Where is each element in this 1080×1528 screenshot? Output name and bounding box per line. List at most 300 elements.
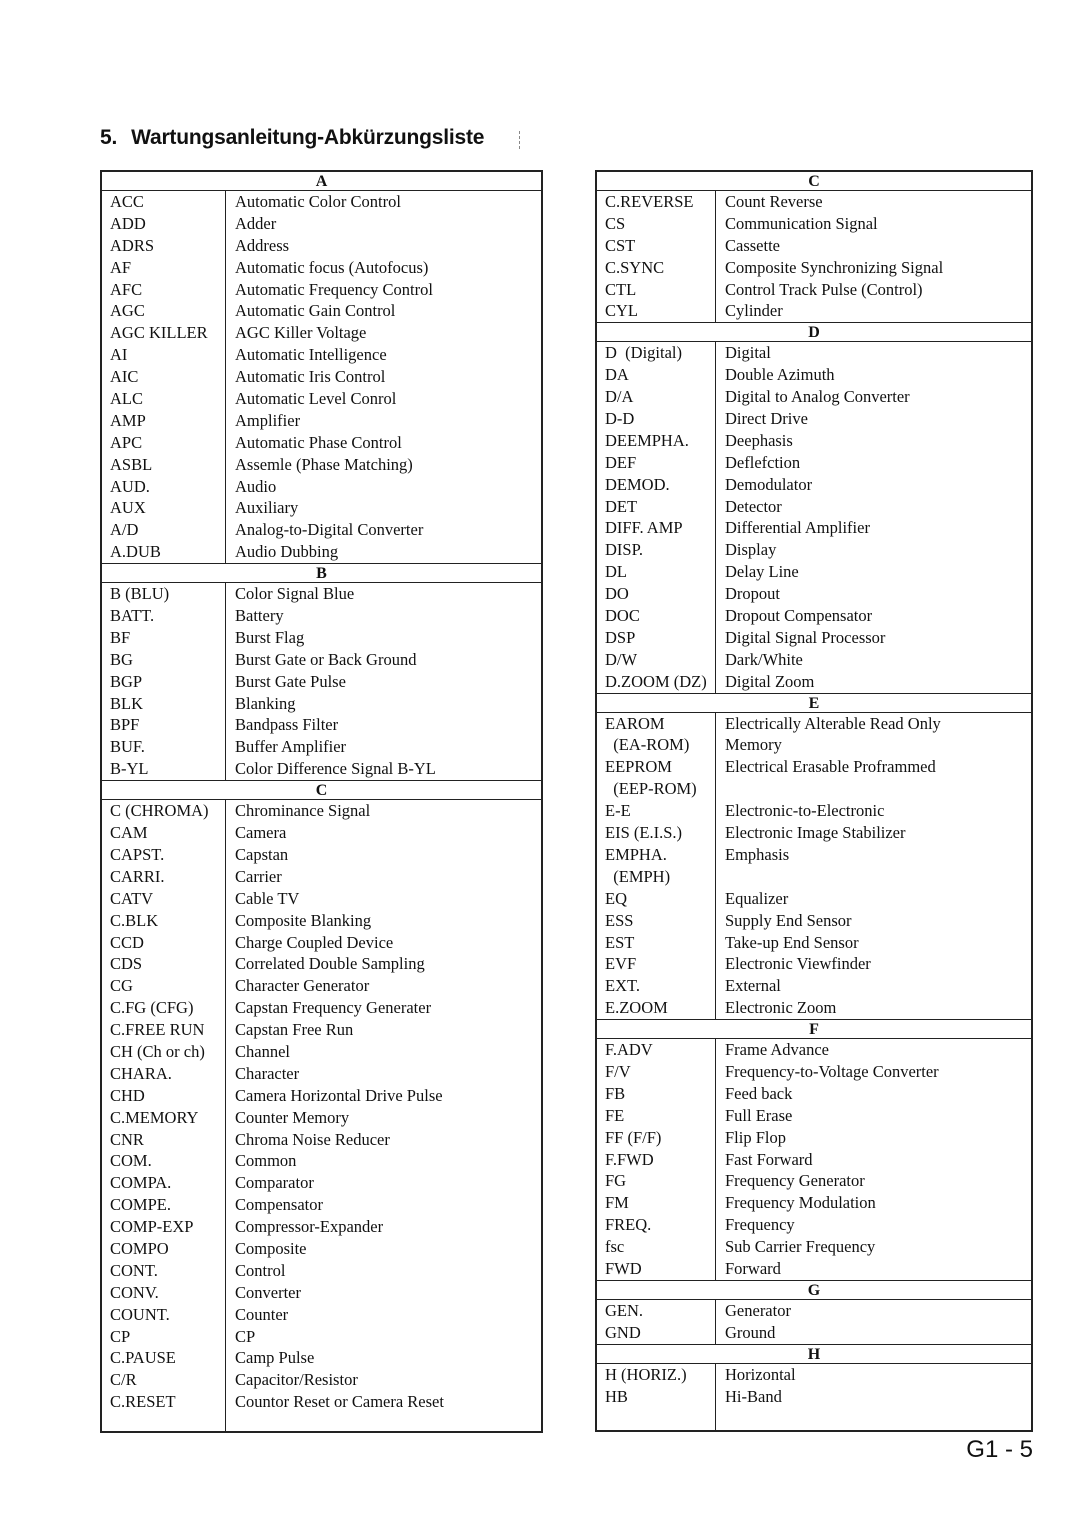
section-header: F: [597, 1019, 1031, 1039]
table-row: [597, 734, 1031, 756]
abbreviation-cell: EIS (E.I.S.): [597, 822, 716, 844]
description-cell: Display: [725, 540, 777, 560]
column-divider: [597, 1407, 716, 1430]
table-row: [102, 235, 541, 257]
table-row: [597, 452, 1031, 474]
abbreviation-cell: C.PAUSE: [102, 1347, 226, 1369]
section-body: [597, 1364, 1031, 1408]
description-cell: Capstan Frequency Generater: [235, 998, 432, 1018]
table-row: [102, 953, 541, 975]
description-cell: Character: [235, 1063, 300, 1083]
description-cell: CP: [235, 1326, 256, 1346]
abbreviation-cell: AIC: [102, 366, 226, 388]
description-cell: Control: [235, 1260, 286, 1280]
description-cell: Memory: [725, 735, 782, 755]
section-header: C: [102, 780, 541, 800]
description-cell: [716, 866, 725, 888]
description-cell: Automatic Level Conrol: [235, 389, 397, 409]
table-row: [102, 497, 541, 519]
abbreviation-cell: DA: [597, 364, 716, 386]
abbreviation-cell: CAM: [102, 822, 226, 844]
abbreviation-cell: GEN.: [597, 1300, 716, 1322]
description-cell: Camera Horizontal Drive Pulse: [235, 1085, 443, 1105]
description-cell: Automatic Iris Control: [235, 367, 386, 387]
description-cell: Electronic Zoom: [725, 998, 837, 1018]
abbreviation-cell: APC: [102, 432, 226, 454]
table-row: [102, 476, 541, 498]
table-row: [597, 561, 1031, 583]
abbreviation-cell: AFC: [102, 279, 226, 301]
description-cell: Electronic Image Stabilizer: [725, 823, 906, 843]
description-cell: Burst Flag: [235, 627, 305, 647]
abbreviation-cell: CP: [102, 1326, 226, 1348]
description-cell: Common: [235, 1151, 297, 1171]
table-row: [102, 454, 541, 476]
table-row: [597, 975, 1031, 997]
description-cell: Audio: [235, 476, 277, 496]
table-row: [102, 1019, 541, 1041]
table-row: [597, 1192, 1031, 1214]
abbreviation-cell: DISP.: [597, 539, 716, 561]
table-row: [102, 1129, 541, 1151]
table-row: [597, 649, 1031, 671]
abbreviation-cell: CTL: [597, 279, 716, 301]
abbreviation-cell: BUF.: [102, 736, 226, 758]
description-cell: [716, 778, 725, 800]
abbreviation-cell: F.ADV: [597, 1039, 716, 1061]
abbreviation-cell: BATT.: [102, 605, 226, 627]
abbreviation-cell: COUNT.: [102, 1304, 226, 1326]
abbreviation-cell: A/D: [102, 519, 226, 541]
description-cell: Digital Zoom: [725, 671, 815, 691]
section-header: G: [597, 1280, 1031, 1300]
table-row: [597, 1364, 1031, 1386]
description-cell: Frequency: [725, 1215, 795, 1235]
abbreviation-cell: FG: [597, 1170, 716, 1192]
description-cell: AGC Killer Voltage: [235, 323, 367, 343]
section-body: [102, 583, 541, 780]
abbreviation-cell: C.FG (CFG): [102, 997, 226, 1019]
table-row: [597, 583, 1031, 605]
table-row: [102, 605, 541, 627]
abbreviation-cell: CONT.: [102, 1260, 226, 1282]
abbreviation-cell: BG: [102, 649, 226, 671]
description-cell: Automatic Color Control: [235, 192, 401, 211]
description-cell: Capstan: [235, 844, 289, 864]
description-cell: Electronic-to-Electronic: [725, 801, 885, 821]
abbreviation-cell: CH (Ch or ch): [102, 1041, 226, 1063]
table-row: [102, 583, 541, 605]
table-row: [102, 1216, 541, 1238]
table-row: [597, 1214, 1031, 1236]
table-row: [597, 1386, 1031, 1408]
abbreviation-cell: BF: [102, 627, 226, 649]
abbreviation-cell: AUX: [102, 497, 226, 519]
table-row: [102, 866, 541, 888]
abbreviation-cell: DOC: [597, 605, 716, 627]
abbreviation-cell: E-E: [597, 800, 716, 822]
abbreviation-cell: FE: [597, 1105, 716, 1127]
abbreviation-cell: ALC: [102, 388, 226, 410]
description-cell: Correlated Double Sampling: [235, 954, 425, 974]
section-body: [597, 713, 1031, 1019]
description-cell: Flip Flop: [725, 1127, 786, 1147]
description-cell: Electronic Viewfinder: [725, 954, 871, 974]
table-row: [102, 432, 541, 454]
description-cell: Color Signal Blue: [235, 584, 355, 604]
table-row: [597, 888, 1031, 910]
abbreviation-cell: C.BLK: [102, 910, 226, 932]
description-cell: Burst Gate or Back Ground: [235, 649, 417, 669]
description-cell: Color Difference Signal B-YL: [235, 759, 436, 779]
table-row: [597, 713, 1031, 735]
table-row: [102, 366, 541, 388]
abbreviation-cell: C.FREE RUN: [102, 1019, 226, 1041]
section-body: [597, 191, 1031, 322]
abbreviation-cell: FB: [597, 1083, 716, 1105]
table-row: [597, 342, 1031, 364]
description-cell: Frame Advance: [725, 1040, 830, 1060]
section-body: [102, 191, 541, 563]
description-cell: Cylinder: [725, 301, 783, 321]
abbreviation-cell: CONV.: [102, 1282, 226, 1304]
abbreviation-cell: EMPHA.: [597, 844, 716, 866]
abbreviation-cell: GND: [597, 1322, 716, 1344]
scan-mark: [519, 131, 521, 149]
abbreviation-cell: DO: [597, 583, 716, 605]
table-row: [102, 213, 541, 235]
table-row: [597, 605, 1031, 627]
table-row: [597, 671, 1031, 693]
abbreviation-cell: COMPE.: [102, 1194, 226, 1216]
abbreviation-cell: AUD.: [102, 476, 226, 498]
description-cell: Camp Pulse: [235, 1348, 315, 1368]
abbreviation-cell: E.ZOOM: [597, 997, 716, 1019]
table-row: [597, 386, 1031, 408]
description-cell: Horizontal: [725, 1364, 796, 1384]
description-cell: Delay Line: [725, 562, 799, 582]
section-header: D: [597, 322, 1031, 342]
description-cell: Double Azimuth: [725, 365, 835, 385]
table-row: [597, 844, 1031, 866]
abbreviation-cell: D (Digital): [597, 342, 716, 364]
description-cell: External: [725, 976, 781, 996]
abbreviation-cell: BLK: [102, 693, 226, 715]
table-row: [102, 1063, 541, 1085]
table-row: [102, 322, 541, 344]
table-row: [597, 213, 1031, 235]
description-cell: Chrominance Signal: [235, 801, 371, 821]
abbreviation-cell: ADRS: [102, 235, 226, 257]
table-row: [102, 1150, 541, 1172]
abbreviation-cell: EVF: [597, 953, 716, 975]
description-cell: Buffer Amplifier: [235, 737, 347, 757]
abbreviation-cell: FWD: [597, 1258, 716, 1280]
abbreviation-cell: AGC: [102, 300, 226, 322]
abbreviation-table-left: [100, 170, 543, 1433]
table-row: [102, 1041, 541, 1063]
table-row: [102, 1172, 541, 1194]
table-row: [597, 1127, 1031, 1149]
table-row: [102, 627, 541, 649]
abbreviation-cell: DET: [597, 496, 716, 518]
abbreviation-cell: C (CHROMA): [102, 800, 226, 822]
section-header: H: [597, 1344, 1031, 1364]
description-cell: Digital to Analog Converter: [725, 387, 910, 407]
description-cell: Emphasis: [725, 844, 790, 864]
description-cell: Dark/White: [725, 649, 803, 669]
description-cell: Camera: [235, 823, 287, 843]
abbreviation-cell: AMP: [102, 410, 226, 432]
table-row: [597, 910, 1031, 932]
abbreviation-cell: C.REVERSE: [597, 191, 716, 213]
description-cell: Automatic Gain Control: [235, 301, 396, 321]
abbreviation-cell: EQ: [597, 888, 716, 910]
description-cell: Channel: [235, 1041, 290, 1061]
abbreviation-cell: CDS: [102, 953, 226, 975]
abbreviation-cell: ASBL: [102, 454, 226, 476]
table-row: [102, 1238, 541, 1260]
section-body: [102, 800, 541, 1413]
abbreviation-cell: (EEP-ROM): [597, 778, 716, 800]
table-row: [102, 388, 541, 410]
abbreviation-cell: FM: [597, 1192, 716, 1214]
table-row: [597, 953, 1031, 975]
description-cell: Cable TV: [235, 888, 300, 908]
description-cell: Bandpass Filter: [235, 715, 339, 735]
description-cell: Chroma Noise Reducer: [235, 1129, 390, 1149]
description-cell: Comparator: [235, 1173, 314, 1193]
table-row: [597, 364, 1031, 386]
description-cell: Digital: [725, 343, 771, 363]
table-row: [102, 1326, 541, 1348]
table-row: [597, 1258, 1031, 1280]
abbreviation-cell: BGP: [102, 671, 226, 693]
abbreviation-cell: COMPO: [102, 1238, 226, 1260]
description-cell: Audio Dubbing: [235, 542, 339, 562]
description-cell: Carrier: [235, 866, 282, 886]
abbreviation-cell: EAROM: [597, 713, 716, 735]
abbreviation-cell: CS: [597, 213, 716, 235]
description-cell: Automatic focus (Autofocus): [235, 257, 429, 277]
table-row: [102, 758, 541, 780]
table-row: [102, 519, 541, 541]
description-cell: Demodulator: [725, 474, 813, 494]
table-row: [597, 191, 1031, 213]
abbreviation-cell: CCD: [102, 932, 226, 954]
table-filler: [597, 1407, 1031, 1430]
description-cell: Ground: [725, 1322, 776, 1342]
description-cell: Forward: [725, 1258, 781, 1278]
table-row: [597, 932, 1031, 954]
abbreviation-cell: ACC: [102, 191, 226, 213]
table-row: [597, 474, 1031, 496]
description-cell: Detector: [725, 496, 782, 516]
table-row: [597, 408, 1031, 430]
table-row: [102, 279, 541, 301]
description-cell: Supply End Sensor: [725, 910, 852, 930]
description-cell: Direct Drive: [725, 409, 808, 429]
description-cell: Counter Memory: [235, 1107, 350, 1127]
table-row: [102, 344, 541, 366]
table-row: [597, 800, 1031, 822]
table-row: [597, 517, 1031, 539]
table-row: [102, 1260, 541, 1282]
abbreviation-cell: FF (F/F): [597, 1127, 716, 1149]
abbreviation-cell: B (BLU): [102, 583, 226, 605]
description-cell: Count Reverse: [725, 192, 823, 211]
abbreviation-cell: EXT.: [597, 975, 716, 997]
section-title: Wartungsanleitung-Abkürzungsliste: [131, 126, 485, 149]
description-cell: Control Track Pulse (Control): [725, 279, 923, 299]
abbreviation-cell: EST: [597, 932, 716, 954]
table-row: [597, 496, 1031, 518]
table-row: [597, 627, 1031, 649]
description-cell: Equalizer: [725, 888, 789, 908]
abbreviation-cell: CARRI.: [102, 866, 226, 888]
abbreviation-cell: DEF: [597, 452, 716, 474]
table-filler: [102, 1413, 541, 1431]
description-cell: Fast Forward: [725, 1149, 813, 1169]
section-body: [597, 1039, 1031, 1280]
description-cell: Compressor-Expander: [235, 1217, 384, 1237]
abbreviation-cell: C.RESET: [102, 1391, 226, 1413]
table-row: [597, 866, 1031, 888]
table-row: [102, 1194, 541, 1216]
abbreviation-cell: CYL: [597, 300, 716, 322]
table-row: [597, 300, 1031, 322]
abbreviation-cell: COM.: [102, 1150, 226, 1172]
table-row: [597, 778, 1031, 800]
table-row: [102, 822, 541, 844]
abbreviation-cell: C/R: [102, 1369, 226, 1391]
abbreviation-cell: CATV: [102, 888, 226, 910]
abbreviation-cell: D/W: [597, 649, 716, 671]
description-cell: Auxiliary: [235, 498, 299, 518]
description-cell: Burst Gate Pulse: [235, 671, 346, 691]
description-cell: Adder: [235, 213, 277, 233]
abbreviation-cell: ADD: [102, 213, 226, 235]
description-cell: Composite: [235, 1238, 307, 1258]
table-row: [102, 693, 541, 715]
table-row: [597, 1170, 1031, 1192]
table-row: [597, 1061, 1031, 1083]
table-row: [597, 235, 1031, 257]
table-row: [102, 888, 541, 910]
abbreviation-cell: DL: [597, 561, 716, 583]
page-number: G1 - 5: [966, 1436, 1033, 1463]
description-cell: Character Generator: [235, 976, 370, 996]
abbreviation-cell: HB: [597, 1386, 716, 1408]
abbreviation-cell: CAPST.: [102, 844, 226, 866]
abbreviation-cell: COMP-EXP: [102, 1216, 226, 1238]
table-row: [102, 410, 541, 432]
section-header: E: [597, 693, 1031, 713]
table-row: [102, 910, 541, 932]
table-row: [597, 1300, 1031, 1322]
table-row: [597, 1149, 1031, 1171]
abbreviation-cell: D.ZOOM (DZ): [597, 671, 716, 693]
abbreviation-cell: CG: [102, 975, 226, 997]
table-row: [597, 756, 1031, 778]
abbreviation-cell: F/V: [597, 1061, 716, 1083]
description-cell: Dropout Compensator: [725, 606, 873, 626]
table-row: [102, 714, 541, 736]
description-cell: Frequency Generator: [725, 1171, 865, 1191]
description-cell: Cassette: [725, 235, 780, 255]
description-cell: Capstan Free Run: [235, 1020, 354, 1040]
description-cell: Battery: [235, 606, 284, 626]
abbreviation-cell: FREQ.: [597, 1214, 716, 1236]
table-row: [102, 1107, 541, 1129]
table-row: [597, 1236, 1031, 1258]
abbreviation-cell: (EA-ROM): [597, 734, 716, 756]
section-header: C: [597, 172, 1031, 191]
description-cell: Countor Reset or Camera Reset: [235, 1392, 444, 1412]
description-cell: Charge Coupled Device: [235, 932, 394, 952]
description-cell: Frequency Modulation: [725, 1193, 876, 1213]
description-cell: Automatic Phase Control: [235, 432, 402, 452]
description-cell: Digital Signal Processor: [725, 627, 886, 647]
description-cell: Feed back: [725, 1083, 793, 1103]
abbreviation-cell: CHD: [102, 1085, 226, 1107]
description-cell: Converter: [235, 1282, 301, 1302]
table-row: [102, 1391, 541, 1413]
abbreviation-cell: D/A: [597, 386, 716, 408]
table-row: [102, 997, 541, 1019]
description-cell: Counter: [235, 1304, 289, 1324]
table-row: [597, 257, 1031, 279]
table-row: [597, 997, 1031, 1019]
table-row: [102, 800, 541, 822]
table-row: [102, 671, 541, 693]
description-cell: Take-up End Sensor: [725, 932, 859, 952]
description-cell: Automatic Frequency Control: [235, 279, 433, 299]
table-row: [597, 1105, 1031, 1127]
table-row: [102, 1304, 541, 1326]
section-number: 5.: [100, 126, 118, 149]
abbreviation-cell: C.MEMORY: [102, 1107, 226, 1129]
table-row: [102, 1369, 541, 1391]
abbreviation-cell: (EMPH): [597, 866, 716, 888]
description-cell: Full Erase: [725, 1105, 793, 1125]
table-row: [102, 300, 541, 322]
description-cell: Deflefction: [725, 452, 801, 472]
abbreviation-cell: AGC KILLER: [102, 322, 226, 344]
abbreviation-cell: AI: [102, 344, 226, 366]
table-row: [102, 736, 541, 758]
description-cell: Dropout: [725, 584, 780, 604]
section-body: [597, 1300, 1031, 1344]
abbreviation-cell: DEEMPHA.: [597, 430, 716, 452]
description-cell: Composite Blanking: [235, 910, 372, 930]
abbreviation-cell: CNR: [102, 1129, 226, 1151]
table-row: [597, 279, 1031, 301]
description-cell: Address: [235, 235, 290, 255]
description-cell: Electrical Erasable Proframmed: [725, 757, 936, 777]
section-header: A: [102, 172, 541, 191]
description-cell: Deephasis: [725, 430, 793, 450]
abbreviation-cell: DIFF. AMP: [597, 517, 716, 539]
section-header: B: [102, 563, 541, 583]
description-cell: Composite Synchronizing Signal: [725, 257, 944, 277]
table-row: [597, 1083, 1031, 1105]
abbreviation-cell: ESS: [597, 910, 716, 932]
abbreviation-cell: F.FWD: [597, 1149, 716, 1171]
description-cell: Frequency-to-Voltage Converter: [725, 1061, 939, 1081]
table-row: [597, 539, 1031, 561]
table-row: [102, 1085, 541, 1107]
